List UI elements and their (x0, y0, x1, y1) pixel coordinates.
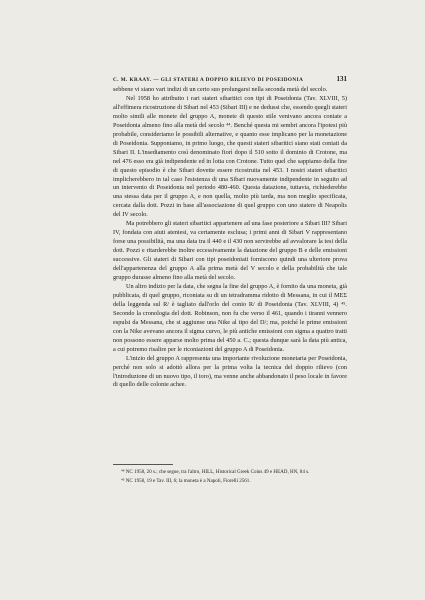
paragraph: Un altro indizio per la data, che segna la fine del gruppo A, è fornito da una moneta, già pubblicata, di quel gruppo, riconiata su di un tetradramma ridotto di Messana, in cui il ΜΕΣ della leggenda sul R/ è tagliato dall'orlo del conio R/ di Poseidonia (Tav. XLVIII, 4) ⁴⁵. Secondo la cronologia del dott. Robinson, non fu che verso il 461, quando i tiranni vennero espulsi da Messana, che si aggiunse una Nike al tipo del D/; ma, poiché le prime emissioni con la Nike avevano ancora il sigma curvo, le più antiche emissioni con sigma a quattro tratti non possono essere apparse molto prima del 450 a. C.; questa dunque sarà la data più antica, a cui potremo risalire per le riconiazioni del gruppo A di Poseidonia. (113, 282, 347, 353)
page-header (113, 75, 347, 83)
footnote: ⁴⁵ NC 1958, 19 e Tav. III, 6; la moneta è a Napoli, Fiorelli 2561. (121, 477, 251, 484)
page-number: 131 (336, 75, 347, 83)
footnote-rule (113, 464, 173, 465)
paragraph: Ma potrebbero gli stateri sibaritici appartenere ad una fase posteriore a Sibari III? Sibari IV, fondata con aiuti ateniesi, va certamente esclusa; i primi anni di Sibari V rappresentano forse una possibilità, ma una data tra il 440 e il 430 non servirebbe ad avvalorare la tesi della dott. Pozzi e ritarderebbe inoltre eccessivamente la datazione del gruppo B e delle emissioni successive. Gli stateri di Sibari con tipi poseidoniati forniscono quindi una ulteriore prova dell'appartenenza del gruppo A alla prima metà del V secolo e della probabilità che tale gruppo durasse almeno fino alla metà del secolo. (113, 220, 347, 282)
running-head: C. M. KRAAY. — GLI STATERI A DOPPIO RILIEVO DI POSEIDONIA (113, 77, 304, 83)
paragraph: Nel 1958 ho attribuito i rari stateri sibaritici con tipi di Poseidonia (Tav. XLVIII, 5) all'effimera ricostruzione di Sibari nel 453 (Sibari III) e ne dedussi che, essendo quegli stateri molto simili alle monete del gruppo A, monete di questo stile venivano ancora coniate a Poseidonia almeno fino alla metà del secolo ⁴⁴. Benché questa mi sembri ancora l'ipotesi più probabile, consideriamo le possibili alternative, e quanto esse implicano per la monetazione di Poseidonia. Supponiamo, in primo luogo, che questi stateri sibaritici siano stati coniati da Sibari II. L'insediamento così denominato fiorì dopo il 510 sotto il dominio di Crotone, ma nel 476 esso era già indipendente ed in lotta con Crotone. Tutto quel che sappiamo della fine di questo episodio è che Sibari dovette essere ricostruita nel 453. I nostri stateri sibaritici implicherebbero in tal caso l'esistenza di una Sibari nuovamente indipendente in seguito ad un intervento di Poseidonia nel periodo 480-460. Questa datazione, tuttavia, richiederebbe una stessa data per il gruppo A, e non quella, molto più tarda, ma non meglio specificata, cercata dalla dott. Pozzi in base all'associazione di quel gruppo con uno statere di Neapolis del IV secolo. (113, 94, 347, 219)
footnotes (113, 468, 347, 486)
body-text (113, 86, 347, 390)
paragraph: L'inizio del gruppo A rappresenta una importante rivoluzione monetaria per Poseidonia, perché non solo si adottò allora per la prima volta la tecnica del doppio rilievo (con l'introduzione di un nuovo tipo, il toro), ma venne anche abbandonato il peso locale in favore di quello delle colonie achee. (113, 354, 347, 389)
paragraph: sebbene vi siano vari indizi di un certo suo prolungarsi nella seconda metà del secolo. (113, 86, 328, 93)
footnote: ⁴⁴ NC 1958, 20 s.; che segue, tra l'altro, HILL, Historical Greek Coins 49 e HEAD, HN, 84 s. (121, 469, 310, 475)
